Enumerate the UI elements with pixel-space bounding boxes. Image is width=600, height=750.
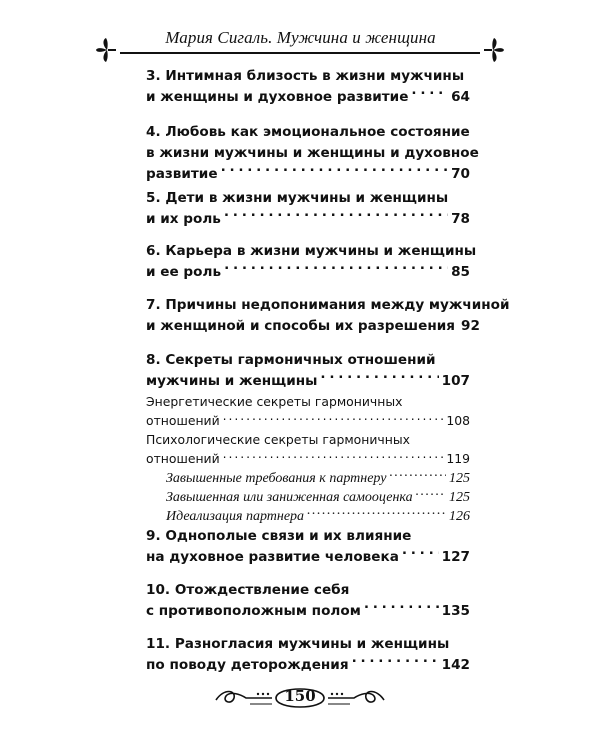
leader-dots bbox=[224, 262, 448, 276]
leader-dots bbox=[402, 547, 439, 561]
toc-page-number: 70 bbox=[451, 166, 470, 182]
toc-entry-text: Идеализация партнера bbox=[166, 509, 305, 524]
toc-entry-text: отношений bbox=[146, 451, 220, 466]
toc-entry-8-psych[interactable] bbox=[146, 430, 470, 468]
toc-entry-11[interactable] bbox=[146, 634, 470, 676]
toc-page-number: 142 bbox=[441, 657, 470, 673]
toc-entry-9[interactable] bbox=[146, 526, 470, 568]
toc-page-number: 125 bbox=[449, 490, 470, 505]
toc-entry-text: по поводу деторождения bbox=[146, 657, 349, 673]
toc-entry-8-psych-1[interactable] bbox=[166, 468, 470, 487]
leader-dots bbox=[364, 601, 439, 615]
header-title: Мария Сигаль. Мужчина и женщина bbox=[165, 28, 436, 47]
toc-page-number: 64 bbox=[451, 89, 470, 105]
toc-entry-text: развитие bbox=[146, 166, 218, 182]
toc-page-number: 108 bbox=[446, 413, 470, 428]
page-footer bbox=[210, 678, 390, 718]
leader-dots bbox=[223, 413, 444, 425]
toc-entry-5[interactable] bbox=[146, 188, 470, 230]
leader-dots bbox=[352, 655, 439, 669]
page-number: 150 bbox=[284, 687, 316, 705]
toc-entry-text: в жизни мужчины и женщины и духовное bbox=[146, 145, 479, 161]
toc-entry-text: 5. Дети в жизни мужчины и женщины bbox=[146, 190, 449, 206]
toc-entry-text: мужчины и женщины bbox=[146, 373, 318, 389]
toc-entry-text: и женщиной и способы их разрешения bbox=[146, 318, 455, 334]
toc-entry-text: 6. Карьера в жизни мужчины и женщины bbox=[146, 243, 477, 259]
toc-page-number: 126 bbox=[449, 509, 470, 524]
toc-entry-text: 11. Разногласия мужчины и женщины bbox=[146, 636, 450, 652]
toc-page-number: 78 bbox=[451, 211, 470, 227]
toc-entry-text: 7. Причины недопонимания между мужчиной bbox=[146, 297, 510, 313]
toc-entry-text: Психологические секреты гармоничных bbox=[146, 432, 410, 447]
left-fleuron-icon bbox=[94, 36, 120, 64]
leader-dots bbox=[224, 209, 448, 223]
toc-entry-text: и их роль bbox=[146, 211, 221, 227]
toc-entry-8-psych-2[interactable] bbox=[166, 487, 470, 506]
leader-dots bbox=[389, 468, 446, 482]
leader-dots bbox=[223, 451, 444, 463]
toc-entry-text: с противоположным полом bbox=[146, 603, 361, 619]
toc-page-number: 85 bbox=[451, 264, 470, 280]
leader-dots bbox=[320, 371, 438, 385]
toc-entry-10[interactable] bbox=[146, 580, 470, 622]
toc-page-number: 127 bbox=[441, 549, 470, 565]
toc-entry-text: 9. Однополые связи и их влияние bbox=[146, 528, 412, 544]
toc-entry-text: на духовное развитие человека bbox=[146, 549, 399, 565]
toc-entry-3[interactable] bbox=[146, 66, 470, 108]
toc-entry-text: Завышенные требования к партнеру bbox=[166, 471, 387, 486]
toc-entry-8-psych-3[interactable] bbox=[166, 506, 470, 525]
toc-entry-7[interactable] bbox=[146, 295, 510, 337]
leader-dots bbox=[307, 506, 446, 520]
toc-entry-text: и женщины и духовное развитие bbox=[146, 89, 409, 105]
toc-entry-text: 10. Отождествление себя bbox=[146, 582, 350, 598]
toc-page-number: 92 bbox=[460, 318, 480, 334]
leader-dots bbox=[411, 87, 448, 101]
leader-dots bbox=[416, 487, 446, 501]
toc-entry-text: Энергетические секреты гармоничных bbox=[146, 394, 403, 409]
right-fleuron-icon bbox=[480, 36, 506, 64]
toc-page-number: 125 bbox=[449, 471, 470, 486]
toc-entry-text: Завышенная или заниженная самооценка bbox=[166, 490, 413, 505]
toc-entry-text: и ее роль bbox=[146, 264, 222, 280]
toc-entry-text: 3. Интимная близость в жизни мужчины bbox=[146, 68, 465, 84]
toc-page-number: 119 bbox=[446, 451, 470, 466]
toc-page-number: 107 bbox=[441, 373, 470, 389]
toc-entry-text: 4. Любовь как эмоциональное состояние bbox=[146, 124, 470, 140]
toc-entry-8-energy[interactable] bbox=[146, 392, 470, 430]
toc-entry-8[interactable] bbox=[146, 350, 470, 392]
leader-dots bbox=[221, 164, 449, 178]
toc-entry-text: 8. Секреты гармоничных отношений bbox=[146, 352, 436, 368]
header-rule bbox=[120, 52, 480, 54]
toc-page-number: 135 bbox=[441, 603, 470, 619]
toc-entry-4[interactable] bbox=[146, 122, 479, 185]
toc-entry-text: отношений bbox=[146, 413, 220, 428]
toc-entry-6[interactable] bbox=[146, 241, 477, 283]
